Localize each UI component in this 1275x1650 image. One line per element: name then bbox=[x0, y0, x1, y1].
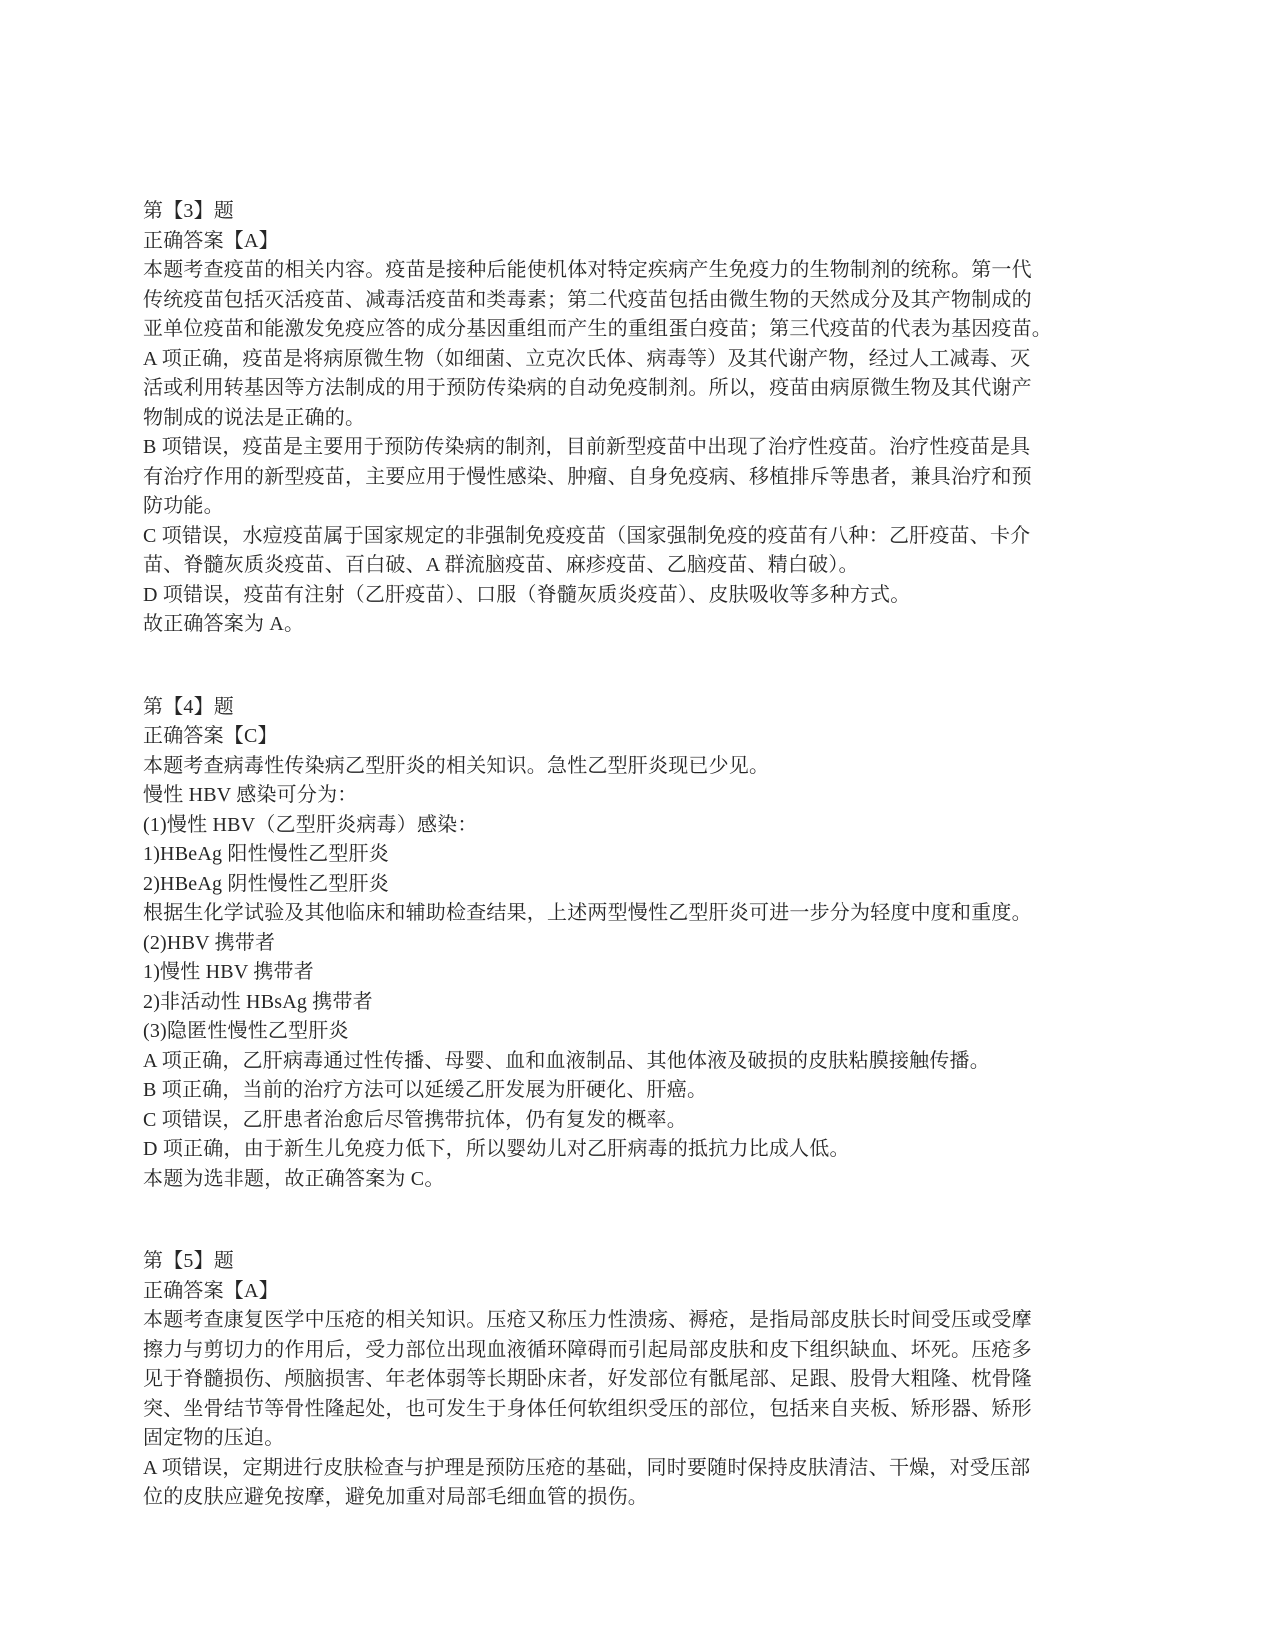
question-number: 第【5】题 bbox=[143, 1250, 234, 1272]
explanation-text bbox=[143, 1306, 1153, 1513]
question-block-5 bbox=[143, 1247, 1153, 1513]
explanation-line: A 项正确，疫苗是将病原微生物（如细菌、立克次氏体、病毒等）及其代谢产物，经过人工减毒、灭 bbox=[143, 347, 1031, 370]
explanation-line: 有治疗作用的新型疫苗，主要应用于慢性感染、肿瘤、自身免疫病、移植排斥等患者，兼具治疗和预 bbox=[143, 465, 1032, 488]
explanation-line: 固定物的压迫。 bbox=[143, 1427, 285, 1449]
explanation-line: 擦力与剪切力的作用后，受力部位出现血液循环障碍而引起局部皮肤和皮下组织缺血、坏死。压疮多 bbox=[143, 1338, 1032, 1361]
explanation-line: 防功能。 bbox=[143, 495, 224, 517]
explanation-line: D 项错误，疫苗有注射（乙肝疫苗）、口服（脊髓灰质炎疫苗）、皮肤吸收等多种方式。 bbox=[143, 583, 911, 606]
correct-answer-label: 正确答案【C】 bbox=[143, 725, 278, 747]
explanation-line: (2)HBV 携带者 bbox=[143, 931, 276, 954]
explanation-text bbox=[143, 752, 1153, 1195]
explanation-line: 本题考查康复医学中压疮的相关知识。压疮又称压力性溃疡、褥疮，是指局部皮肤长时间受压或受摩 bbox=[143, 1309, 1032, 1331]
explanation-line: C 项错误，水痘疫苗属于国家规定的非强制免疫疫苗（国家强制免疫的疫苗有八种：乙肝疫苗、卡介 bbox=[143, 524, 1031, 547]
explanation-line: B 项正确，当前的治疗方法可以延缓乙肝发展为肝硬化、肝癌。 bbox=[143, 1079, 708, 1101]
explanation-line: 亚单位疫苗和能激发免疫应答的成分基因重组而产生的重组蛋白疫苗；第三代疫苗的代表为基因疫苗。 bbox=[143, 318, 1052, 340]
explanation-line: 2)HBeAg 阴性慢性乙型肝炎 bbox=[143, 872, 389, 895]
question-block-3 bbox=[143, 197, 1153, 640]
explanation-line: 本题为选非题，故正确答案为 C。 bbox=[143, 1167, 445, 1190]
explanation-line: 1)HBeAg 阳性慢性乙型肝炎 bbox=[143, 843, 389, 865]
explanation-line: 根据生化学试验及其他临床和辅助检查结果，上述两型慢性乙型肝炎可进一步分为轻度中度和重度。 bbox=[143, 902, 1032, 924]
explanation-line: (1)慢性 HBV（乙型肝炎病毒）感染： bbox=[143, 813, 478, 836]
question-block-4 bbox=[143, 693, 1153, 1195]
correct-answer-label: 正确答案【A】 bbox=[143, 229, 279, 252]
explanation-line: 1)慢性 HBV 携带者 bbox=[143, 961, 314, 983]
explanation-line: 2)非活动性 HBsAg 携带者 bbox=[143, 990, 373, 1013]
explanation-line: 物制成的说法是正确的。 bbox=[143, 406, 366, 429]
explanation-line: 传统疫苗包括灭活疫苗、减毒活疫苗和类毒素；第二代疫苗包括由微生物的天然成分及其产物制成的 bbox=[143, 288, 1032, 311]
explanation-line: A 项正确，乙肝病毒通过性传播、母婴、血和血液制品、其他体液及破损的皮肤粘膜接触传播。 bbox=[143, 1049, 990, 1072]
explanation-line: 位的皮肤应避免按摩，避免加重对局部毛细血管的损伤。 bbox=[143, 1486, 648, 1508]
explanation-line: B 项错误，疫苗是主要用于预防传染病的制剂，目前新型疫苗中出现了治疗性疫苗。治疗性疫苗是具 bbox=[143, 436, 1031, 458]
explanation-line: 本题考查疫苗的相关内容。疫苗是接种后能使机体对特定疾病产生免疫力的生物制剂的统称。第一代 bbox=[143, 259, 1032, 281]
question-number: 第【3】题 bbox=[143, 200, 234, 222]
explanation-line: 苗、脊髓灰质炎疫苗、百白破、A 群流脑疫苗、麻疹疫苗、乙脑疫苗、精白破）。 bbox=[143, 554, 859, 576]
explanation-line: 见于脊髓损伤、颅脑损害、年老体弱等长期卧床者，好发部位有骶尾部、足跟、股骨大粗隆、枕骨隆 bbox=[143, 1368, 1032, 1390]
document-content bbox=[143, 197, 1153, 1566]
explanation-line: D 项正确，由于新生儿免疫力低下，所以婴幼儿对乙肝病毒的抵抗力比成人低。 bbox=[143, 1138, 850, 1160]
explanation-line: 慢性 HBV 感染可分为： bbox=[143, 784, 358, 806]
explanation-line: 本题考查病毒性传染病乙型肝炎的相关知识。急性乙型肝炎现已少见。 bbox=[143, 754, 770, 777]
question-number: 第【4】题 bbox=[143, 695, 234, 718]
explanation-text bbox=[143, 256, 1153, 640]
explanation-line: (3)隐匿性慢性乙型肝炎 bbox=[143, 1020, 349, 1042]
explanation-line: 突、坐骨结节等骨性隆起处，也可发生于身体任何软组织受压的部位，包括来自夹板、矫形器、矫形 bbox=[143, 1397, 1032, 1420]
explanation-line: 故正确答案为 A。 bbox=[143, 613, 305, 635]
explanation-line: 活或利用转基因等方法制成的用于预防传染病的自动免疫制剂。所以，疫苗由病原微生物及其代谢产 bbox=[143, 377, 1032, 399]
explanation-line: C 项错误，乙肝患者治愈后尽管携带抗体，仍有复发的概率。 bbox=[143, 1108, 687, 1131]
explanation-line: A 项错误，定期进行皮肤检查与护理是预防压疮的基础，同时要随时保持皮肤清洁、干燥，对受压部 bbox=[143, 1456, 1031, 1479]
correct-answer-label: 正确答案【A】 bbox=[143, 1279, 279, 1302]
